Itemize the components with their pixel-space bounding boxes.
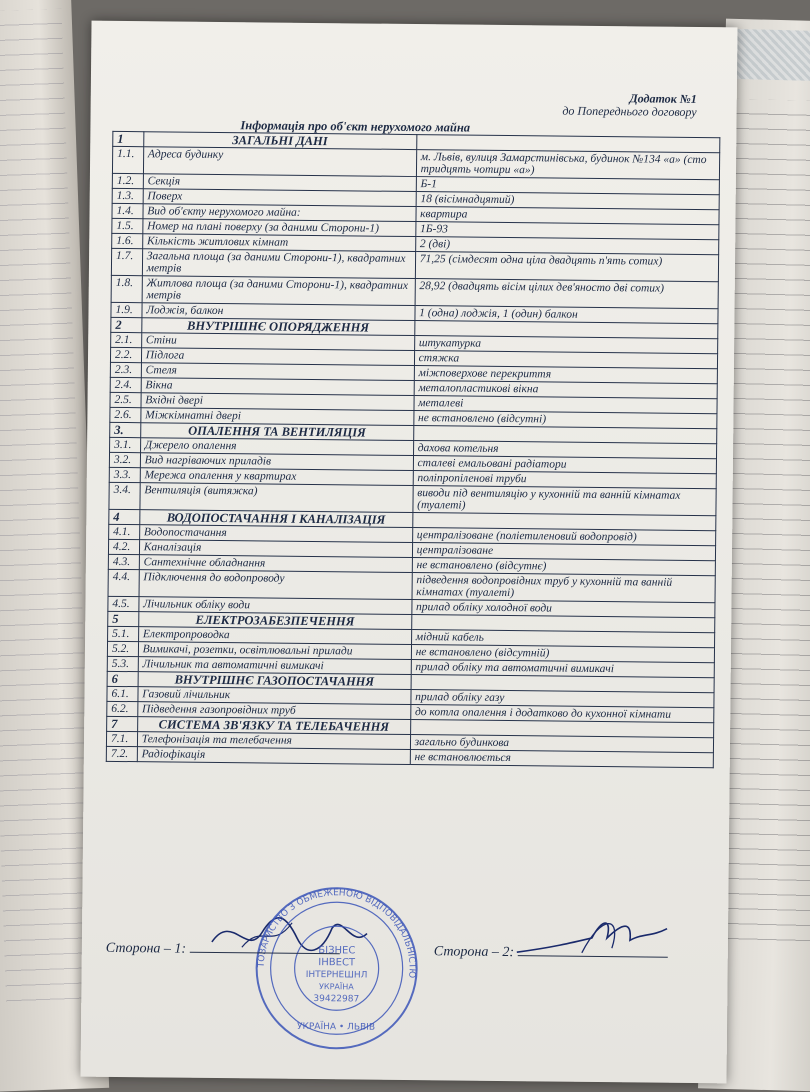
row-label: Електропроводка: [138, 627, 411, 645]
row-value: 28,92 (двадцять вісім цілих дев'яносто дві сотих): [415, 279, 719, 309]
row-value: сталеві емальовані радіатори: [413, 456, 716, 474]
seal-ring-text: ТОВАРИСТВО З ОБМЕЖЕНОЮ ВІДПОВІДАЛЬНІСТЮ: [256, 888, 417, 979]
row-value: штукатурка: [414, 336, 717, 354]
row-value: 1 (одна) лоджія, 1 (один) балкон: [415, 306, 718, 324]
row-value: не встановлено (відсутній): [411, 645, 714, 663]
section-number: 3.: [110, 422, 141, 437]
row-label: Адреса будинку: [143, 147, 416, 177]
section-title: ВНУТРІШНЄ ГАЗОПОСТАЧАННЯ: [138, 672, 411, 690]
row-number: 4.5.: [108, 596, 139, 611]
row-value: 71,25 (сімдесят одна ціла двадцять п'ять сотих): [415, 252, 719, 282]
row-number: 2.5.: [110, 392, 141, 407]
section-number: 2: [111, 317, 142, 332]
row-value: квартира: [416, 207, 719, 225]
row-number: 1.9.: [111, 302, 142, 317]
row-label: Вимикачі, розетки, освітлювальні прилади: [138, 642, 411, 660]
row-number: 1.6.: [112, 233, 143, 248]
appendix-header: [562, 92, 696, 119]
row-value: прилад обліку холодної води: [412, 600, 715, 618]
section-title: ОПАЛЕННЯ ТА ВЕНТИЛЯЦІЯ: [140, 423, 413, 441]
row-label: Лічильник обліку води: [139, 597, 412, 615]
signature-party1: Сторона – 1:: [106, 941, 340, 959]
row-label: Підведення газопровідних труб: [137, 702, 410, 720]
row-number: 1.4.: [112, 203, 143, 218]
row-number: 5.2.: [107, 641, 138, 656]
row-value: міжповерхове перекриття: [414, 366, 717, 384]
row-label: Секція: [143, 174, 416, 192]
row-label: Міжкімнатні двері: [141, 408, 414, 426]
row-value: не встановлено (відсутнє): [412, 558, 715, 576]
row-number: 3.2.: [109, 452, 140, 467]
seal-line3: ІНТЕРНЕШНЛ: [305, 969, 368, 981]
row-number: 2.3.: [110, 362, 141, 377]
section-title: СИСТЕМА ЗВ'ЯЗКУ ТА ТЕЛЕБАЧЕННЯ: [137, 717, 410, 735]
seal-code: 39422987: [313, 994, 360, 1005]
row-number: 5.3.: [107, 656, 138, 671]
row-value: централізоване: [412, 543, 715, 561]
document-page: [80, 21, 737, 1084]
signature-party2: Сторона – 2:: [434, 944, 668, 962]
row-value: металопластикові вікна: [414, 381, 717, 399]
row-value: м. Львів, вулиця Замарстинівська, будинок №134 «а» (сто тридцять чотири «а»): [416, 150, 720, 180]
row-label: Вікна: [141, 378, 414, 396]
row-number: 2.4.: [110, 377, 141, 392]
seal-line4: УКРАЇНА: [319, 982, 354, 992]
row-number: 1.7.: [111, 248, 142, 275]
section-number: 1: [113, 131, 144, 146]
row-number: 4.3.: [108, 554, 139, 569]
row-number: 1.8.: [111, 275, 142, 302]
row-number: 3.1.: [110, 437, 141, 452]
row-number: 3.3.: [109, 467, 140, 482]
row-label: Номер на плані поверху (за даними Сторони-1): [143, 219, 416, 237]
row-value: поліпропіленові труби: [413, 471, 716, 489]
seal-bottom: УКРАЇНА • ЛЬВІВ: [296, 1021, 376, 1033]
row-number: 5.1.: [108, 626, 139, 641]
row-number: 3.4.: [109, 482, 140, 509]
row-value: стяжка: [414, 351, 717, 369]
section-title: ВОДОПОСТАЧАННЯ І КАНАЛІЗАЦІЯ: [140, 510, 413, 528]
row-label: Вхідні двері: [141, 393, 414, 411]
row-label: Підлога: [141, 348, 414, 366]
row-value: 18 (вісімнадцятий): [416, 192, 719, 210]
row-number: 4.1.: [109, 524, 140, 539]
row-number: 1.5.: [112, 218, 143, 233]
row-value: виводи під вентиляцію у кухонній та ванній кімнатах (туалеті): [413, 486, 717, 516]
row-label: Загальна площа (за даними Сторони-1), квадратних метрів: [142, 249, 415, 279]
signature-party2-icon: [512, 907, 673, 969]
appendix-subtitle: до Попереднього договору: [562, 103, 697, 119]
document-title: Інформація про об'єкт нерухомого майна: [240, 118, 471, 135]
row-value: Б-1: [416, 177, 719, 195]
row-number: 1.1.: [112, 146, 143, 173]
row-label: Підключення до водопроводу: [139, 570, 412, 600]
row-label: Вид нагріваючих приладів: [140, 453, 413, 471]
appendix-number: Додаток №1: [629, 91, 697, 106]
row-value: прилад обліку газу: [411, 690, 714, 708]
row-label: Лічильник та автоматичні вимикачі: [138, 657, 411, 675]
row-number: 1.3.: [112, 188, 143, 203]
section-title: ЗАГАЛЬНІ ДАНІ: [143, 132, 416, 150]
row-value: металеві: [414, 396, 717, 414]
row-number: 7.2.: [106, 746, 137, 761]
row-number: 7.1.: [106, 731, 137, 746]
row-label: Мережа опалення у квартирах: [140, 468, 413, 486]
row-number: 2.6.: [110, 407, 141, 422]
row-label: Газовий лічильник: [138, 687, 411, 705]
row-label: Поверх: [143, 189, 416, 207]
row-number: 6.2.: [107, 701, 138, 716]
row-number: 2.2.: [110, 347, 141, 362]
row-value: 2 (дві): [415, 237, 718, 255]
row-value: не встановлено (відсутні): [413, 411, 716, 429]
row-label: Радіофікація: [137, 747, 410, 765]
row-number: 4.4.: [108, 569, 139, 596]
row-value: підведення водопровідних труб у кухонній та ванній кімнатах (туалеті): [412, 573, 716, 603]
company-seal-icon: [251, 882, 423, 1054]
row-label: Водопостачання: [139, 525, 412, 543]
row-label: Телефонізація та телебачення: [137, 732, 410, 750]
seal-line2: ІНВЕСТ: [318, 957, 356, 969]
row-label: Лоджія, балкон: [142, 303, 415, 321]
row-number: 6.1.: [107, 686, 138, 701]
section-title: ЕЛЕКТРОЗАБЕЗПЕЧЕННЯ: [138, 612, 411, 630]
row-value: мідний кабель: [411, 630, 714, 648]
row-label: Стеля: [141, 363, 414, 381]
row-value: прилад обліку та автоматичні вимикачі: [411, 660, 714, 678]
row-label: Житлова площа (за даними Сторони-1), квадратних метрів: [142, 276, 415, 306]
section-number: 6: [107, 671, 138, 686]
row-value: 1Б-93: [415, 222, 718, 240]
section-number: 4: [109, 509, 140, 524]
row-value: дахова котельня: [413, 441, 716, 459]
row-label: Каналізація: [139, 540, 412, 558]
row-number: 2.1.: [111, 332, 142, 347]
row-number: 1.2.: [112, 173, 143, 188]
row-value: не встановлюється: [410, 750, 713, 768]
section-number: 5: [108, 611, 139, 626]
seal-line1: БІЗНЕС: [318, 945, 356, 957]
row-label: Джерело опалення: [140, 438, 413, 456]
row-label: Вид об'єкту нерухомого майна:: [143, 204, 416, 222]
row-label: Кількість житлових кімнат: [142, 234, 415, 252]
row-label: Сантехнічне обладнання: [139, 555, 412, 573]
row-value: централізоване (поліетиленовий водопровід): [412, 528, 715, 546]
row-value: до котла опалення і додатково до кухонної кімнати: [410, 705, 713, 723]
property-info-table: [106, 131, 721, 768]
section-number: 7: [107, 716, 138, 731]
row-number: 4.2.: [108, 539, 139, 554]
row-value: загально будинкова: [410, 735, 713, 753]
row-label: Вентиляція (витяжка): [140, 483, 413, 513]
section-title: ВНУТРІШНЄ ОПОРЯДЖЕННЯ: [142, 318, 415, 336]
row-label: Стіни: [141, 333, 414, 351]
